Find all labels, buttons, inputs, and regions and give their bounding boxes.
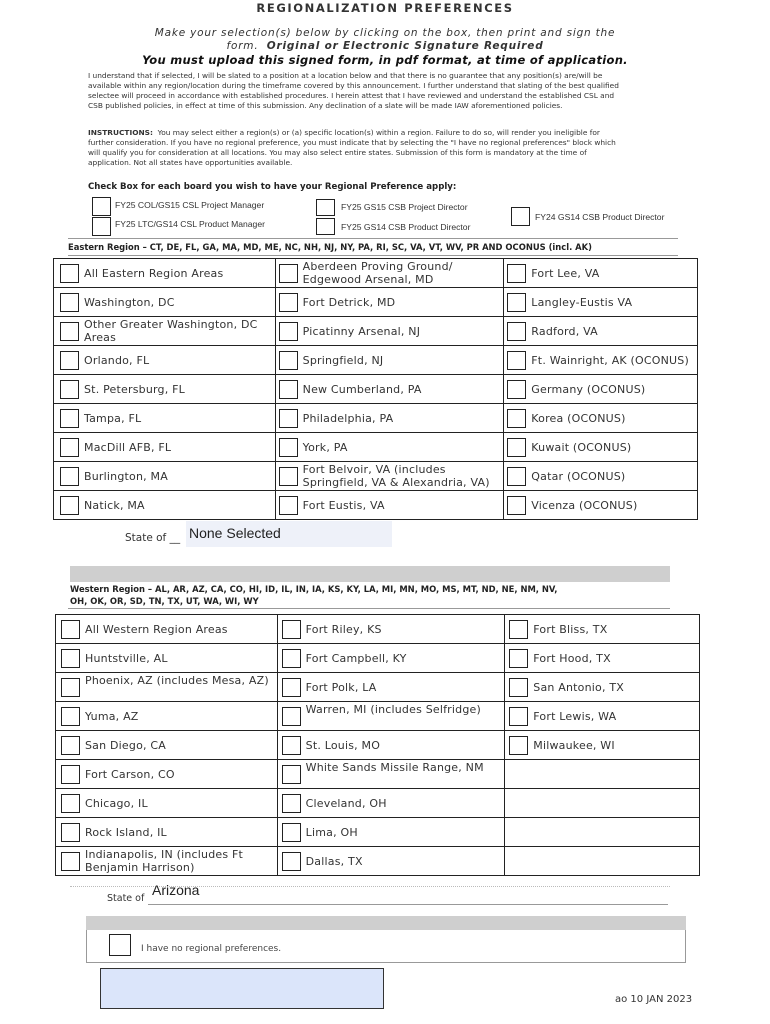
location-cell — [504, 491, 698, 520]
location-label: Fort Detrick, MD — [302, 296, 396, 309]
location-cell — [56, 847, 278, 876]
intro-line-2 — [0, 40, 770, 52]
location-label: Fort Carson, CO — [85, 768, 175, 781]
location-cell — [275, 288, 504, 317]
table-row — [56, 818, 700, 847]
location-label: Fort Lee, VA — [531, 267, 600, 280]
location-checkbox[interactable] — [61, 707, 80, 726]
location-checkbox[interactable] — [507, 322, 526, 341]
understanding-line: selectee will proceed in accordance with established procedures. I herein attest that I have reviewed and understand the established CSL and — [88, 91, 615, 100]
location-cell — [275, 462, 504, 491]
location-label: Warren, MI (includes Selfridge) — [305, 703, 481, 716]
location-checkbox[interactable] — [61, 852, 80, 871]
location-cell — [56, 673, 278, 702]
location-checkbox[interactable] — [61, 678, 80, 697]
table-row — [56, 615, 700, 644]
location-checkbox[interactable] — [282, 823, 301, 842]
location-label: Orlando, FL — [84, 354, 150, 367]
intro-line-1: Make your selection(s) below by clicking on the box, then print and sign the — [154, 27, 616, 39]
location-cell — [277, 818, 505, 847]
eastern-state-field[interactable] — [186, 521, 392, 547]
location-label: MacDill AFB, FL — [84, 441, 172, 454]
location-checkbox[interactable] — [282, 736, 301, 755]
location-cell — [275, 375, 504, 404]
location-cell — [504, 288, 698, 317]
location-label: Fort Campbell, KY — [305, 652, 407, 665]
location-label: Fort Belvoir, VA (includes Springfield, VA & Alexandria, VA) — [302, 463, 490, 489]
table-row — [54, 346, 698, 375]
location-cell — [54, 346, 276, 375]
location-label: San Diego, CA — [85, 739, 166, 752]
location-checkbox[interactable] — [279, 322, 298, 341]
eastern-region-table — [53, 258, 698, 520]
location-cell — [504, 462, 698, 491]
location-label: Ft. Wainright, AK (OCONUS) — [531, 354, 689, 367]
location-checkbox[interactable] — [279, 438, 298, 457]
location-label: Chicago, IL — [85, 797, 148, 810]
location-checkbox[interactable] — [509, 620, 528, 639]
location-cell — [56, 760, 278, 789]
location-label: Yuma, AZ — [85, 710, 139, 723]
location-cell — [54, 259, 276, 288]
signature-field[interactable] — [100, 968, 384, 1009]
location-cell — [504, 317, 698, 346]
western-state-field[interactable] — [148, 880, 668, 905]
location-cell — [504, 404, 698, 433]
location-cell — [56, 615, 278, 644]
location-label: Burlington, MA — [84, 470, 168, 483]
location-checkbox[interactable] — [279, 264, 298, 283]
eastern-state-label: State of __ — [125, 532, 181, 544]
location-checkbox[interactable] — [282, 852, 301, 871]
location-checkbox[interactable] — [509, 678, 528, 697]
location-checkbox[interactable] — [279, 467, 298, 486]
location-label: Radford, VA — [531, 325, 598, 338]
board-checkbox[interactable] — [316, 218, 335, 235]
table-row — [56, 731, 700, 760]
location-label: Kuwait (OCONUS) — [531, 441, 632, 454]
location-label: Picatinny Arsenal, NJ — [302, 325, 421, 338]
location-cell — [277, 702, 505, 731]
western-heading-band — [70, 566, 670, 582]
board-label: FY25 LTC/GS14 CSL Product Manager — [115, 219, 265, 229]
location-cell — [275, 346, 504, 375]
location-label: San Antonio, TX — [533, 681, 625, 694]
location-label: Huntstville, AL — [85, 652, 168, 665]
location-cell — [275, 433, 504, 462]
location-cell — [505, 789, 700, 818]
location-checkbox[interactable] — [61, 620, 80, 639]
location-label: Natick, MA — [84, 499, 145, 512]
location-label: Lima, OH — [305, 826, 358, 839]
table-row — [56, 644, 700, 673]
location-label: White Sands Missile Range, NM — [305, 761, 484, 774]
table-row — [56, 760, 700, 789]
location-label: Fort Bliss, TX — [533, 623, 608, 636]
western-state-value: Arizona — [152, 882, 200, 898]
location-checkbox[interactable] — [282, 678, 301, 697]
location-cell — [504, 375, 698, 404]
location-label: Fort Riley, KS — [305, 623, 382, 636]
western-region-table — [55, 614, 700, 876]
understanding-line: available within any region/location during the timeframe covered by this announcement. I further understand that slating of the best qualified — [88, 81, 619, 90]
page-title: REGIONALIZATION PREFERENCES — [256, 1, 514, 15]
location-checkbox[interactable] — [61, 736, 80, 755]
location-label: Milwaukee, WI — [533, 739, 615, 752]
western-heading-line: OH, OK, OR, SD, TN, TX, UT, WA, WI, WY — [70, 596, 259, 606]
eastern-state-value: None Selected — [189, 525, 281, 541]
location-label: Indianapolis, IN (includes Ft Benjamin Harrison) — [85, 848, 244, 874]
location-cell — [504, 433, 698, 462]
location-cell — [505, 644, 700, 673]
location-checkbox[interactable] — [60, 438, 79, 457]
location-checkbox[interactable] — [282, 620, 301, 639]
location-checkbox[interactable] — [507, 293, 526, 312]
location-checkbox[interactable] — [507, 409, 526, 428]
location-label: Aberdeen Proving Ground/ Edgewood Arsenal, MD — [302, 260, 453, 286]
location-checkbox[interactable] — [61, 765, 80, 784]
location-cell — [54, 462, 276, 491]
location-label: Qatar (OCONUS) — [531, 470, 626, 483]
location-cell — [56, 702, 278, 731]
location-checkbox[interactable] — [60, 351, 79, 370]
location-checkbox[interactable] — [60, 380, 79, 399]
location-label: Springfield, NJ — [302, 354, 384, 367]
location-checkbox[interactable] — [279, 496, 298, 515]
location-label: St. Louis, MO — [305, 739, 381, 752]
understanding-line: CSB published policies, in effect at time of this submission. Any declination of a slate will be made IAW aforementioned policies. — [88, 101, 563, 110]
table-row — [54, 462, 698, 491]
location-cell — [54, 288, 276, 317]
upload-notice: You must upload this signed form, in pdf format, at time of application. — [142, 53, 628, 67]
no-preference-checkbox[interactable] — [109, 934, 131, 956]
location-cell — [277, 789, 505, 818]
instructions-line: further consideration. If you have no regional preference, you must indicate that by selecting the "I have no regional preferences" block which — [88, 138, 616, 147]
location-cell — [504, 259, 698, 288]
location-checkbox[interactable] — [61, 649, 80, 668]
western-state-label: State of — [107, 893, 145, 904]
location-cell — [277, 644, 505, 673]
table-row — [54, 433, 698, 462]
location-label: Fort Lewis, WA — [533, 710, 617, 723]
understanding-line: I understand that if selected, I will be slated to a position at a location below and that there is no guarantee that any position(s) are/will be — [88, 71, 603, 80]
board-label: FY25 COL/GS15 CSL Project Manager — [115, 200, 265, 210]
location-label: Fort Hood, TX — [533, 652, 611, 665]
location-checkbox[interactable] — [509, 649, 528, 668]
instructions-paragraph — [88, 128, 688, 168]
table-row — [54, 375, 698, 404]
location-cell — [277, 731, 505, 760]
board-label: FY25 GS15 CSB Project Director — [341, 202, 468, 212]
location-checkbox[interactable] — [507, 496, 526, 515]
board-label: FY25 GS14 CSB Product Director — [341, 222, 471, 232]
location-cell — [505, 615, 700, 644]
location-cell — [277, 760, 505, 789]
table-row — [56, 847, 700, 876]
location-checkbox[interactable] — [60, 322, 79, 341]
understanding-paragraph — [88, 71, 688, 111]
location-checkbox[interactable] — [282, 649, 301, 668]
location-label: Phoenix, AZ (includes Mesa, AZ) — [85, 674, 269, 687]
location-checkbox[interactable] — [282, 765, 301, 784]
location-cell — [54, 433, 276, 462]
location-cell — [505, 760, 700, 789]
table-row — [54, 317, 698, 346]
location-checkbox[interactable] — [60, 467, 79, 486]
location-label: Washington, DC — [84, 296, 175, 309]
board-checkbox[interactable] — [92, 197, 111, 216]
board-checkbox[interactable] — [511, 207, 530, 226]
western-heading-line: Western Region – AL, AR, AZ, CA, CO, HI, ID, IL, IN, IA, KS, KY, LA, MI, MN, MO, MS, MT, ND, NE, NM, NV, — [70, 584, 558, 594]
location-checkbox[interactable] — [507, 351, 526, 370]
location-checkbox[interactable] — [282, 794, 301, 813]
location-checkbox[interactable] — [509, 736, 528, 755]
location-cell — [505, 673, 700, 702]
no-preference-box — [86, 930, 686, 963]
location-label: All Eastern Region Areas — [84, 267, 224, 280]
no-preference-band — [86, 916, 686, 930]
instructions-line: will qualify you for consideration at all locations. You may also select entire states. Submission of this form is mandatory at the time of — [88, 148, 587, 157]
location-cell — [56, 818, 278, 847]
location-checkbox[interactable] — [60, 409, 79, 428]
table-row — [56, 702, 700, 731]
location-label: Dallas, TX — [305, 855, 363, 868]
table-row — [56, 673, 700, 702]
location-cell — [275, 317, 504, 346]
table-row — [54, 259, 698, 288]
location-label: Fort Polk, LA — [305, 681, 377, 694]
location-label: Tampa, FL — [84, 412, 142, 425]
location-label: New Cumberland, PA — [302, 383, 422, 396]
location-cell — [504, 346, 698, 375]
location-cell — [275, 404, 504, 433]
location-label: Langley-Eustis VA — [531, 296, 633, 309]
location-cell — [56, 789, 278, 818]
form-revision-code: ao 10 JAN 2023 — [615, 994, 693, 1005]
eastern-region-heading: Eastern Region – CT, DE, FL, GA, MA, MD, ME, NC, NH, NJ, NY, PA, RI, SC, VA, VT, WV, PR AND OCONUS (incl. AK) — [68, 238, 678, 256]
location-checkbox[interactable] — [279, 380, 298, 399]
instructions-line: application. Not all states have opportunities available. — [88, 158, 293, 167]
location-cell — [505, 847, 700, 876]
location-checkbox[interactable] — [60, 293, 79, 312]
location-checkbox[interactable] — [60, 496, 79, 515]
location-cell — [56, 644, 278, 673]
location-label: York, PA — [302, 441, 348, 454]
location-label: Other Greater Washington, DC Areas — [84, 318, 258, 344]
location-label: Vicenza (OCONUS) — [531, 499, 638, 512]
location-cell — [505, 731, 700, 760]
location-cell — [54, 491, 276, 520]
board-selection-title: Check Box for each board you wish to have your Regional Preference apply: — [88, 182, 457, 192]
location-checkbox[interactable] — [61, 794, 80, 813]
location-checkbox[interactable] — [282, 707, 301, 726]
location-checkbox[interactable] — [279, 293, 298, 312]
table-row — [54, 288, 698, 317]
location-cell — [275, 491, 504, 520]
no-preference-label: I have no regional preferences. — [141, 944, 282, 954]
location-label: Fort Eustis, VA — [302, 499, 385, 512]
location-cell — [54, 404, 276, 433]
signature-requirement: Original or Electronic Signature Required — [266, 40, 544, 52]
location-cell — [277, 615, 505, 644]
location-cell — [277, 673, 505, 702]
table-row — [54, 404, 698, 433]
location-checkbox[interactable] — [507, 438, 526, 457]
location-checkbox[interactable] — [279, 409, 298, 428]
instructions-label: INSTRUCTIONS: — [88, 128, 153, 137]
location-cell — [56, 731, 278, 760]
table-row — [56, 789, 700, 818]
board-checkbox[interactable] — [316, 199, 335, 216]
location-checkbox[interactable] — [279, 351, 298, 370]
western-region-heading — [68, 582, 670, 609]
table-row — [54, 491, 698, 520]
location-checkbox[interactable] — [61, 823, 80, 842]
location-cell — [505, 702, 700, 731]
location-cell — [54, 317, 276, 346]
location-label: Philadelphia, PA — [302, 412, 394, 425]
location-checkbox[interactable] — [60, 264, 79, 283]
location-label: Germany (OCONUS) — [531, 383, 646, 396]
instructions-line: You may select either a region(s) or (a) specific location(s) within a region. Failure to do so, will render you ineligible for — [157, 128, 600, 137]
location-cell — [275, 259, 504, 288]
board-checkbox[interactable] — [92, 217, 111, 236]
location-checkbox[interactable] — [507, 380, 526, 399]
location-cell — [277, 847, 505, 876]
location-checkbox[interactable] — [507, 467, 526, 486]
location-cell — [54, 375, 276, 404]
location-checkbox[interactable] — [509, 707, 528, 726]
location-label: Korea (OCONUS) — [531, 412, 626, 425]
location-label: Cleveland, OH — [305, 797, 387, 810]
location-cell — [505, 818, 700, 847]
intro-line-2-prefix: form. — [226, 40, 259, 52]
location-label: All Western Region Areas — [85, 623, 228, 636]
location-checkbox[interactable] — [507, 264, 526, 283]
location-label: Rock Island, IL — [85, 826, 167, 839]
location-label: St. Petersburg, FL — [84, 383, 185, 396]
board-label: FY24 GS14 CSB Product Director — [535, 212, 665, 222]
